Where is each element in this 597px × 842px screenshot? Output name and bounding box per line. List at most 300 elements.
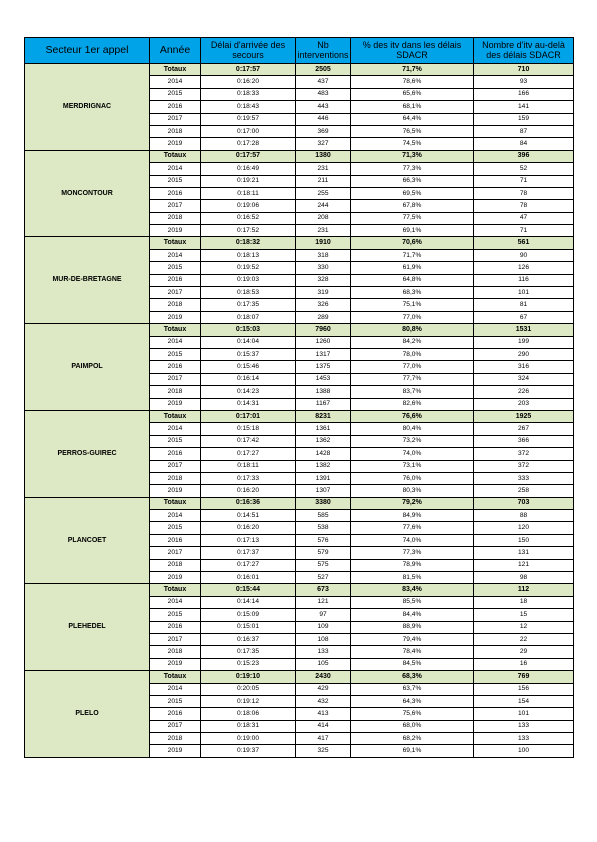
- beyond-cell: 18: [474, 596, 574, 608]
- count-cell: 211: [296, 175, 351, 187]
- delay-cell: 0:17:35: [201, 299, 296, 311]
- pct-cell: 84,9%: [351, 510, 474, 522]
- beyond-cell: 93: [474, 76, 574, 88]
- beyond-cell: 84: [474, 138, 574, 150]
- count-cell: 1382: [296, 460, 351, 472]
- delay-cell: 0:16:49: [201, 163, 296, 175]
- count-cell: 318: [296, 249, 351, 261]
- beyond-cell: 112: [474, 584, 574, 596]
- count-cell: 437: [296, 76, 351, 88]
- count-cell: 2430: [296, 671, 351, 683]
- pct-cell: 83,7%: [351, 386, 474, 398]
- delay-cell: 0:19:06: [201, 200, 296, 212]
- year-cell: 2015: [150, 348, 201, 360]
- count-cell: 289: [296, 311, 351, 323]
- beyond-cell: 154: [474, 695, 574, 707]
- delay-cell: 0:18:31: [201, 720, 296, 732]
- pct-cell: 65,6%: [351, 88, 474, 100]
- count-cell: 319: [296, 287, 351, 299]
- beyond-cell: 22: [474, 633, 574, 645]
- delay-cell: 0:18:11: [201, 187, 296, 199]
- count-cell: 1167: [296, 398, 351, 410]
- year-cell: 2016: [150, 621, 201, 633]
- delay-cell: 0:17:57: [201, 64, 296, 76]
- year-cell: 2019: [150, 485, 201, 497]
- year-cell: 2015: [150, 609, 201, 621]
- pct-cell: 82,6%: [351, 398, 474, 410]
- pct-cell: 75,6%: [351, 708, 474, 720]
- delay-cell: 0:17:57: [201, 150, 296, 162]
- count-cell: 1361: [296, 423, 351, 435]
- pct-cell: 78,0%: [351, 348, 474, 360]
- count-cell: 432: [296, 695, 351, 707]
- pct-cell: 80,4%: [351, 423, 474, 435]
- count-cell: 109: [296, 621, 351, 633]
- count-cell: 1375: [296, 361, 351, 373]
- beyond-cell: 78: [474, 187, 574, 199]
- pct-cell: 76,6%: [351, 410, 474, 422]
- count-cell: 429: [296, 683, 351, 695]
- delay-cell: 0:15:03: [201, 324, 296, 336]
- count-cell: 1307: [296, 485, 351, 497]
- pct-cell: 80,3%: [351, 485, 474, 497]
- count-cell: 1317: [296, 348, 351, 360]
- year-cell: 2016: [150, 448, 201, 460]
- beyond-cell: 101: [474, 708, 574, 720]
- table-row-total: [25, 584, 574, 596]
- pct-cell: 74,5%: [351, 138, 474, 150]
- pct-cell: 68,0%: [351, 720, 474, 732]
- sector-name: PAIMPOL: [25, 324, 150, 411]
- count-cell: 327: [296, 138, 351, 150]
- delay-cell: 0:17:52: [201, 225, 296, 237]
- year-cell: 2015: [150, 435, 201, 447]
- intervention-table: [24, 37, 574, 758]
- pct-cell: 77,3%: [351, 547, 474, 559]
- delay-cell: 0:19:52: [201, 262, 296, 274]
- beyond-cell: 52: [474, 163, 574, 175]
- beyond-cell: 290: [474, 348, 574, 360]
- pct-cell: 77,0%: [351, 311, 474, 323]
- table-row-total: [25, 150, 574, 162]
- pct-cell: 68,3%: [351, 287, 474, 299]
- year-cell: 2019: [150, 572, 201, 584]
- delay-cell: 0:17:27: [201, 559, 296, 571]
- header-pct-within: % des itv dans les délais SDACR: [351, 38, 474, 64]
- beyond-cell: 203: [474, 398, 574, 410]
- count-cell: 417: [296, 733, 351, 745]
- year-cell: 2016: [150, 101, 201, 113]
- pct-cell: 83,4%: [351, 584, 474, 596]
- delay-cell: 0:17:42: [201, 435, 296, 447]
- delay-cell: 0:15:44: [201, 584, 296, 596]
- year-cell: 2015: [150, 88, 201, 100]
- delay-cell: 0:17:01: [201, 410, 296, 422]
- delay-cell: 0:14:23: [201, 386, 296, 398]
- count-cell: 3380: [296, 497, 351, 509]
- header-delay: Délai d'arrivée des secours: [201, 38, 296, 64]
- delay-cell: 0:18:13: [201, 249, 296, 261]
- sector-name: PLEHEDEL: [25, 584, 150, 671]
- beyond-cell: 226: [474, 386, 574, 398]
- year-cell: 2017: [150, 287, 201, 299]
- beyond-cell: 166: [474, 88, 574, 100]
- year-cell: 2019: [150, 225, 201, 237]
- beyond-cell: 324: [474, 373, 574, 385]
- delay-cell: 0:18:06: [201, 708, 296, 720]
- beyond-cell: 47: [474, 212, 574, 224]
- pct-cell: 84,2%: [351, 336, 474, 348]
- beyond-cell: 156: [474, 683, 574, 695]
- beyond-cell: 88: [474, 510, 574, 522]
- header-sector: Secteur 1er appel: [25, 38, 150, 64]
- delay-cell: 0:15:23: [201, 658, 296, 670]
- table-row-total: [25, 497, 574, 509]
- delay-cell: 0:16:52: [201, 212, 296, 224]
- delay-cell: 0:17:13: [201, 534, 296, 546]
- year-cell: 2016: [150, 274, 201, 286]
- pct-cell: 77,5%: [351, 212, 474, 224]
- count-cell: 575: [296, 559, 351, 571]
- year-cell: 2017: [150, 720, 201, 732]
- count-cell: 2505: [296, 64, 351, 76]
- count-cell: 1388: [296, 386, 351, 398]
- delay-cell: 0:14:51: [201, 510, 296, 522]
- pct-cell: 69,1%: [351, 745, 474, 757]
- beyond-cell: 561: [474, 237, 574, 249]
- year-cell: 2017: [150, 633, 201, 645]
- pct-cell: 78,9%: [351, 559, 474, 571]
- delay-cell: 0:17:33: [201, 472, 296, 484]
- count-cell: 231: [296, 163, 351, 175]
- year-cell: 2018: [150, 212, 201, 224]
- count-cell: 538: [296, 522, 351, 534]
- count-cell: 1428: [296, 448, 351, 460]
- pct-cell: 68,3%: [351, 671, 474, 683]
- delay-cell: 0:18:32: [201, 237, 296, 249]
- count-cell: 1391: [296, 472, 351, 484]
- pct-cell: 75,1%: [351, 299, 474, 311]
- beyond-cell: 133: [474, 720, 574, 732]
- pct-cell: 80,8%: [351, 324, 474, 336]
- delay-cell: 0:16:20: [201, 485, 296, 497]
- year-cell: 2018: [150, 646, 201, 658]
- beyond-cell: 87: [474, 125, 574, 137]
- pct-cell: 71,7%: [351, 64, 474, 76]
- beyond-cell: 372: [474, 448, 574, 460]
- year-cell: 2018: [150, 559, 201, 571]
- delay-cell: 0:18:07: [201, 311, 296, 323]
- pct-cell: 77,0%: [351, 361, 474, 373]
- beyond-cell: 81: [474, 299, 574, 311]
- delay-cell: 0:16:14: [201, 373, 296, 385]
- year-cell: Totaux: [150, 584, 201, 596]
- header-year: Année: [150, 38, 201, 64]
- beyond-cell: 131: [474, 547, 574, 559]
- count-cell: 1910: [296, 237, 351, 249]
- delay-cell: 0:14:31: [201, 398, 296, 410]
- beyond-cell: 78: [474, 200, 574, 212]
- beyond-cell: 316: [474, 361, 574, 373]
- table-row-total: [25, 410, 574, 422]
- year-cell: 2016: [150, 361, 201, 373]
- count-cell: 97: [296, 609, 351, 621]
- count-cell: 208: [296, 212, 351, 224]
- data-sheet: [24, 37, 573, 758]
- delay-cell: 0:19:10: [201, 671, 296, 683]
- pct-cell: 61,9%: [351, 262, 474, 274]
- year-cell: 2016: [150, 187, 201, 199]
- table-row-total: [25, 237, 574, 249]
- delay-cell: 0:19:00: [201, 733, 296, 745]
- beyond-cell: 90: [474, 249, 574, 261]
- year-cell: 2018: [150, 733, 201, 745]
- count-cell: 105: [296, 658, 351, 670]
- count-cell: 443: [296, 101, 351, 113]
- delay-cell: 0:15:46: [201, 361, 296, 373]
- delay-cell: 0:18:53: [201, 287, 296, 299]
- count-cell: 326: [296, 299, 351, 311]
- pct-cell: 77,3%: [351, 163, 474, 175]
- count-cell: 576: [296, 534, 351, 546]
- beyond-cell: 396: [474, 150, 574, 162]
- delay-cell: 0:16:20: [201, 76, 296, 88]
- year-cell: 2017: [150, 113, 201, 125]
- pct-cell: 66,3%: [351, 175, 474, 187]
- sector-name: MUR-DE-BRETAGNE: [25, 237, 150, 324]
- delay-cell: 0:19:12: [201, 695, 296, 707]
- beyond-cell: 159: [474, 113, 574, 125]
- delay-cell: 0:17:35: [201, 646, 296, 658]
- beyond-cell: 116: [474, 274, 574, 286]
- delay-cell: 0:17:28: [201, 138, 296, 150]
- beyond-cell: 267: [474, 423, 574, 435]
- pct-cell: 63,7%: [351, 683, 474, 695]
- year-cell: 2017: [150, 460, 201, 472]
- year-cell: 2015: [150, 262, 201, 274]
- sector-name: MERDRIGNAC: [25, 64, 150, 151]
- beyond-cell: 1925: [474, 410, 574, 422]
- year-cell: 2018: [150, 299, 201, 311]
- year-cell: 2014: [150, 76, 201, 88]
- pct-cell: 69,5%: [351, 187, 474, 199]
- pct-cell: 84,4%: [351, 609, 474, 621]
- count-cell: 579: [296, 547, 351, 559]
- count-cell: 413: [296, 708, 351, 720]
- pct-cell: 76,5%: [351, 125, 474, 137]
- year-cell: Totaux: [150, 150, 201, 162]
- year-cell: Totaux: [150, 410, 201, 422]
- pct-cell: 81,5%: [351, 572, 474, 584]
- year-cell: 2014: [150, 510, 201, 522]
- beyond-cell: 366: [474, 435, 574, 447]
- beyond-cell: 333: [474, 472, 574, 484]
- pct-cell: 84,5%: [351, 658, 474, 670]
- year-cell: 2018: [150, 472, 201, 484]
- year-cell: 2014: [150, 683, 201, 695]
- beyond-cell: 120: [474, 522, 574, 534]
- beyond-cell: 199: [474, 336, 574, 348]
- pct-cell: 73,1%: [351, 460, 474, 472]
- pct-cell: 71,7%: [351, 249, 474, 261]
- beyond-cell: 12: [474, 621, 574, 633]
- beyond-cell: 258: [474, 485, 574, 497]
- delay-cell: 0:16:36: [201, 497, 296, 509]
- year-cell: 2019: [150, 745, 201, 757]
- count-cell: 483: [296, 88, 351, 100]
- delay-cell: 0:16:37: [201, 633, 296, 645]
- year-cell: Totaux: [150, 64, 201, 76]
- table-row-total: [25, 671, 574, 683]
- count-cell: 121: [296, 596, 351, 608]
- pct-cell: 85,5%: [351, 596, 474, 608]
- year-cell: Totaux: [150, 324, 201, 336]
- beyond-cell: 126: [474, 262, 574, 274]
- year-cell: 2018: [150, 125, 201, 137]
- pct-cell: 74,0%: [351, 448, 474, 460]
- count-cell: 1362: [296, 435, 351, 447]
- year-cell: 2014: [150, 163, 201, 175]
- year-cell: 2016: [150, 534, 201, 546]
- delay-cell: 0:17:00: [201, 125, 296, 137]
- pct-cell: 77,7%: [351, 373, 474, 385]
- count-cell: 330: [296, 262, 351, 274]
- year-cell: 2016: [150, 708, 201, 720]
- count-cell: 527: [296, 572, 351, 584]
- count-cell: 414: [296, 720, 351, 732]
- count-cell: 1260: [296, 336, 351, 348]
- pct-cell: 79,4%: [351, 633, 474, 645]
- pct-cell: 67,8%: [351, 200, 474, 212]
- delay-cell: 0:15:18: [201, 423, 296, 435]
- sector-name: PERROS-GUIREC: [25, 410, 150, 497]
- year-cell: 2014: [150, 249, 201, 261]
- delay-cell: 0:20:05: [201, 683, 296, 695]
- count-cell: 244: [296, 200, 351, 212]
- pct-cell: 64,3%: [351, 695, 474, 707]
- pct-cell: 68,1%: [351, 101, 474, 113]
- pct-cell: 64,4%: [351, 113, 474, 125]
- beyond-cell: 98: [474, 572, 574, 584]
- count-cell: 1453: [296, 373, 351, 385]
- year-cell: 2017: [150, 200, 201, 212]
- delay-cell: 0:15:01: [201, 621, 296, 633]
- header-row: [25, 38, 574, 64]
- year-cell: 2015: [150, 695, 201, 707]
- beyond-cell: 710: [474, 64, 574, 76]
- year-cell: Totaux: [150, 671, 201, 683]
- count-cell: 585: [296, 510, 351, 522]
- count-cell: 8231: [296, 410, 351, 422]
- count-cell: 369: [296, 125, 351, 137]
- beyond-cell: 15: [474, 609, 574, 621]
- pct-cell: 64,8%: [351, 274, 474, 286]
- beyond-cell: 121: [474, 559, 574, 571]
- year-cell: Totaux: [150, 497, 201, 509]
- beyond-cell: 16: [474, 658, 574, 670]
- count-cell: 325: [296, 745, 351, 757]
- header-count: Nb interventions: [296, 38, 351, 64]
- count-cell: 7960: [296, 324, 351, 336]
- pct-cell: 76,0%: [351, 472, 474, 484]
- count-cell: 133: [296, 646, 351, 658]
- delay-cell: 0:18:43: [201, 101, 296, 113]
- pct-cell: 88,9%: [351, 621, 474, 633]
- beyond-cell: 101: [474, 287, 574, 299]
- delay-cell: 0:17:27: [201, 448, 296, 460]
- table-row-total: [25, 64, 574, 76]
- count-cell: 108: [296, 633, 351, 645]
- sector-name: PLELO: [25, 671, 150, 758]
- beyond-cell: 133: [474, 733, 574, 745]
- pct-cell: 69,1%: [351, 225, 474, 237]
- year-cell: 2017: [150, 373, 201, 385]
- beyond-cell: 150: [474, 534, 574, 546]
- year-cell: 2019: [150, 658, 201, 670]
- year-cell: 2015: [150, 522, 201, 534]
- beyond-cell: 29: [474, 646, 574, 658]
- year-cell: 2019: [150, 138, 201, 150]
- sector-name: PLANCOET: [25, 497, 150, 584]
- table-body: [25, 64, 574, 758]
- delay-cell: 0:18:33: [201, 88, 296, 100]
- beyond-cell: 67: [474, 311, 574, 323]
- sector-name: MONCONTOUR: [25, 150, 150, 237]
- delay-cell: 0:16:20: [201, 522, 296, 534]
- year-cell: Totaux: [150, 237, 201, 249]
- year-cell: 2018: [150, 386, 201, 398]
- pct-cell: 70,6%: [351, 237, 474, 249]
- pct-cell: 77,6%: [351, 522, 474, 534]
- table-row-total: [25, 324, 574, 336]
- delay-cell: 0:14:04: [201, 336, 296, 348]
- year-cell: 2015: [150, 175, 201, 187]
- beyond-cell: 71: [474, 225, 574, 237]
- delay-cell: 0:18:11: [201, 460, 296, 472]
- year-cell: 2019: [150, 398, 201, 410]
- beyond-cell: 372: [474, 460, 574, 472]
- delay-cell: 0:15:37: [201, 348, 296, 360]
- beyond-cell: 141: [474, 101, 574, 113]
- beyond-cell: 71: [474, 175, 574, 187]
- count-cell: 446: [296, 113, 351, 125]
- pct-cell: 79,2%: [351, 497, 474, 509]
- year-cell: 2017: [150, 547, 201, 559]
- delay-cell: 0:16:01: [201, 572, 296, 584]
- beyond-cell: 1531: [474, 324, 574, 336]
- delay-cell: 0:14:14: [201, 596, 296, 608]
- count-cell: 255: [296, 187, 351, 199]
- count-cell: 328: [296, 274, 351, 286]
- beyond-cell: 769: [474, 671, 574, 683]
- pct-cell: 78,6%: [351, 76, 474, 88]
- pct-cell: 74,0%: [351, 534, 474, 546]
- delay-cell: 0:19:03: [201, 274, 296, 286]
- count-cell: 1380: [296, 150, 351, 162]
- beyond-cell: 703: [474, 497, 574, 509]
- pct-cell: 73,2%: [351, 435, 474, 447]
- year-cell: 2019: [150, 311, 201, 323]
- delay-cell: 0:17:37: [201, 547, 296, 559]
- header-count-beyond: Nombre d'itv au-delà des délais SDACR: [474, 38, 574, 64]
- year-cell: 2014: [150, 423, 201, 435]
- count-cell: 231: [296, 225, 351, 237]
- pct-cell: 78,4%: [351, 646, 474, 658]
- pct-cell: 68,2%: [351, 733, 474, 745]
- beyond-cell: 100: [474, 745, 574, 757]
- pct-cell: 71,3%: [351, 150, 474, 162]
- delay-cell: 0:19:57: [201, 113, 296, 125]
